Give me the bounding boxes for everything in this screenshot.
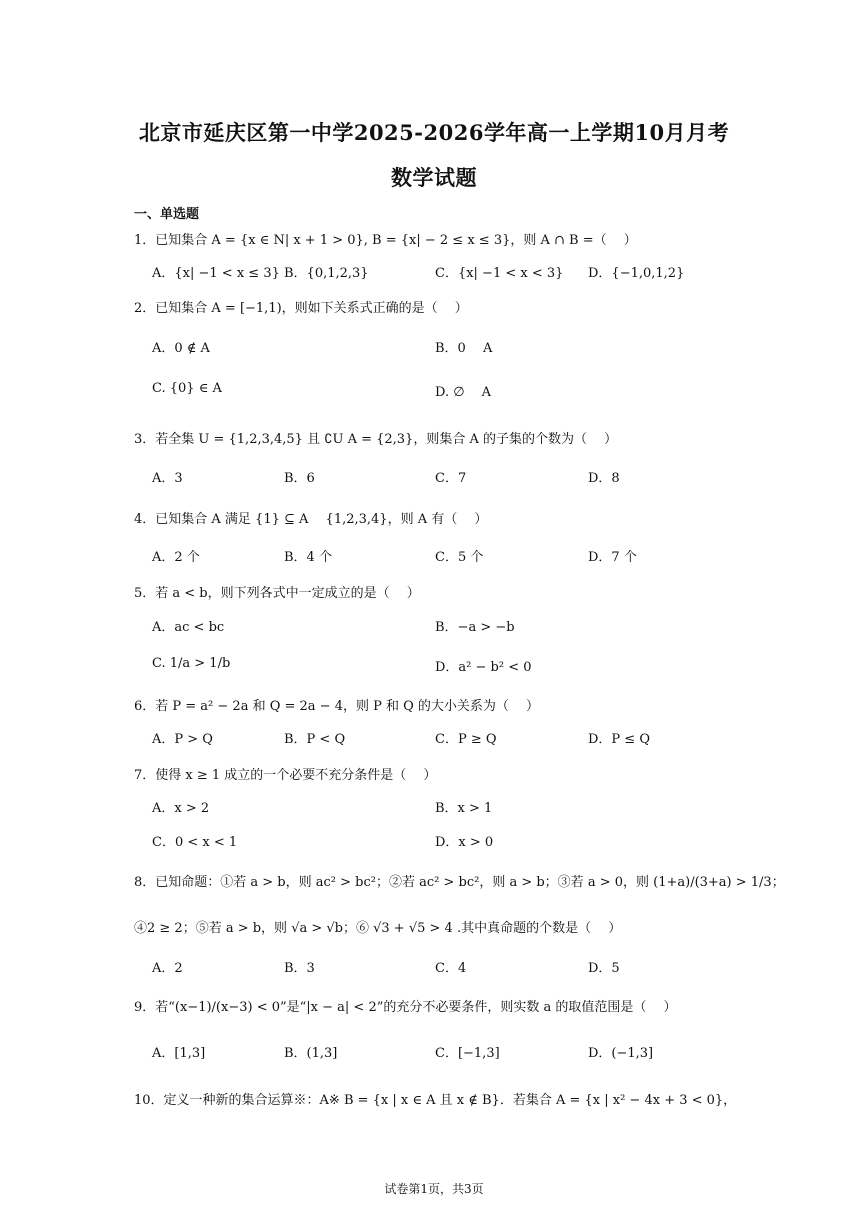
question-5-option-d: D．a² − b² < 0 [435,660,532,675]
question-9-option-b: B．(1,3] [284,1046,338,1061]
section-heading: 一、单选题 [134,207,200,222]
question-7-option-a: A．x > 2 [152,801,210,816]
question-7-option-d: D．x > 0 [435,835,494,850]
question-4-option-a: A．2 个 [152,550,200,565]
question-1-stem: 1．已知集合 A = {x ∈ N| x + 1 > 0}, B = {x| − 2 ≤ x ≤ 3}，则 A ∩ B =（ ） [134,233,637,248]
question-2-option-b: B．0 A [435,341,493,356]
question-5-option-b: B．−a > −b [435,620,515,635]
question-8-stem-continued: ④2 ≥ 2；⑤若 a > b，则 √a > √b；⑥ √3 + √5 > 4 .其中真命题的个数是（ ） [134,921,622,936]
exam-subtitle: 数学试题 [391,165,477,190]
question-3-stem: 3．若全集 U = {1,2,3,4,5} 且 ∁U A = {2,3}，则集合 A 的子集的个数为（ ） [134,432,618,447]
question-2-stem: 2．已知集合 A = [−1,1)，则如下关系式正确的是（ ） [134,301,468,316]
question-5-option-c: C. 1/a > 1/b [152,656,231,671]
question-8-option-c: C．4 [435,961,467,976]
question-3-option-b: B．6 [284,471,315,486]
question-4-option-c: C．5 个 [435,550,484,565]
question-7-option-c: C．0 < x < 1 [152,835,238,850]
question-1-option-a: A．{x| −1 < x ≤ 3} [152,266,280,281]
question-8-stem: 8．已知命题：①若 a > b，则 ac² > bc²；②若 ac² > bc²，则 a > b；③若 a > 0，则 (1+a)/(3+a) > 1/3； [134,875,785,890]
question-3-option-c: C．7 [435,471,467,486]
question-2-option-d: D. ∅ A [435,385,492,400]
question-7-option-b: B．x > 1 [435,801,493,816]
question-9-option-c: C．[−1,3] [435,1046,500,1061]
question-5-option-a: A．ac < bc [152,620,225,635]
question-6-stem: 6．若 P = a² − 2a 和 Q = 2a − 4，则 P 和 Q 的大小关系为（ ） [134,699,540,714]
question-2-option-a: A．0 ∉ A [152,341,210,356]
question-8-option-a: A．2 [152,961,183,976]
question-8-option-b: B．3 [284,961,315,976]
question-6-option-a: A．P > Q [152,732,213,747]
question-5-stem: 5．若 a < b，则下列各式中一定成立的是（ ） [134,586,420,601]
question-3-option-d: D．8 [588,471,620,486]
question-1-option-c: C．{x| −1 < x < 3} [435,266,564,281]
question-4-stem: 4．已知集合 A 满足 {1} ⊆ A {1,2,3,4}，则 A 有（ ） [134,512,488,527]
exam-title: 北京市延庆区第一中学2025-2026学年高一上学期10月月考 [138,120,730,145]
question-2-option-c: C. {0} ∈ A [152,381,222,396]
question-8-option-d: D．5 [588,961,620,976]
question-4-option-d: D．7 个 [588,550,637,565]
page-footer: 试卷第1页，共3页 [384,1182,484,1196]
question-6-option-c: C．P ≥ Q [435,732,497,747]
question-9-option-d: D．(−1,3] [588,1046,654,1061]
question-6-option-b: B．P < Q [284,732,346,747]
question-6-option-d: D．P ≤ Q [588,732,650,747]
question-9-stem: 9．若“(x−1)/(x−3) < 0”是“|x − a| < 2”的充分不必要条件，则实数 a 的取值范围是（ ） [134,1000,677,1015]
question-9-option-a: A．[1,3] [152,1046,206,1061]
question-4-option-b: B．4 个 [284,550,332,565]
question-10-stem: 10．定义一种新的集合运算※：A※ B = {x | x ∈ A 且 x ∉ B}．若集合 A = {x | x² − 4x + 3 < 0}， [134,1093,737,1108]
question-1-option-b: B．{0,1,2,3} [284,266,369,281]
question-7-stem: 7．使得 x ≥ 1 成立的一个必要不充分条件是（ ） [134,768,437,783]
question-3-option-a: A．3 [152,471,183,486]
question-1-option-d: D．{−1,0,1,2} [588,266,685,281]
